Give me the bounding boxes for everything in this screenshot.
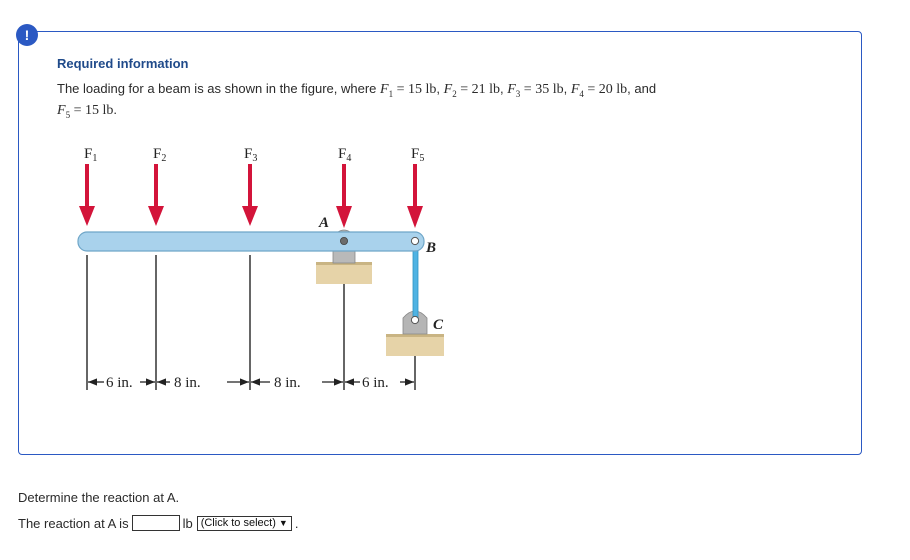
- point-label-c: C: [433, 317, 444, 333]
- force-f3: $F_3 = 35$ lb: [507, 82, 564, 99]
- direction-select-value: (Click to select): [200, 517, 276, 529]
- alert-icon: !: [16, 24, 38, 46]
- force-f2: $F_2 = 21$ lb: [443, 82, 500, 99]
- force-arrow-f2: [148, 164, 164, 226]
- problem-intro: The loading for a beam is as shown in the figure, where: [57, 81, 377, 96]
- required-information-title: Required information: [57, 56, 189, 71]
- direction-select[interactable]: [197, 516, 292, 531]
- force-arrow-f5: [407, 164, 423, 228]
- beam-figure: [40, 108, 460, 398]
- point-label-a: A: [319, 215, 330, 231]
- problem-statement: The loading for a beam is as shown in the figure, where $F_1 = 15$ lb, $F_2 = 21$ lb, $F_3 = 35$ lb, $F_4 = 20$ lb, and $F_5 = 15$ lb.: [57, 81, 657, 120]
- label-f5: $F_5$: [411, 146, 425, 164]
- label-f2: $F_2$: [153, 146, 167, 164]
- dimension-label-4: 6 in.: [362, 375, 389, 391]
- force-f1: $F_1 = 15$ lb: [380, 82, 437, 99]
- unit-label: lb: [182, 515, 193, 531]
- pin-c: [411, 316, 418, 323]
- and-word: and: [634, 81, 657, 96]
- dimension-label-2: 8 in.: [174, 375, 201, 391]
- question-prompt: Determine the reaction at A.: [18, 490, 180, 505]
- pin-b: [411, 237, 418, 244]
- end-punctuation: .: [294, 515, 299, 531]
- force-f5: $F_5 = 15$ lb: [57, 102, 114, 120]
- answer-prefix: The reaction at A is: [18, 515, 129, 531]
- pin-a: [340, 237, 347, 244]
- answer-row: [18, 515, 298, 531]
- force-arrow-f3: [242, 164, 258, 226]
- force-arrow-f1: [79, 164, 95, 226]
- label-f3: $F_3$: [244, 146, 258, 164]
- label-f4: $F_4$: [338, 146, 352, 164]
- dimension-label-3: 8 in.: [274, 375, 301, 391]
- point-label-b: B: [426, 240, 437, 256]
- force-arrow-f4: [336, 164, 352, 228]
- force-f4: $F_4 = 20$ lb: [570, 82, 628, 99]
- link-bc: [413, 242, 418, 322]
- reaction-a-input[interactable]: [132, 515, 180, 531]
- dimension-label-1: 6 in.: [106, 375, 133, 391]
- beam: [78, 232, 424, 251]
- chevron-down-icon: ▼: [278, 518, 288, 528]
- label-f1: $F_1$: [84, 146, 98, 164]
